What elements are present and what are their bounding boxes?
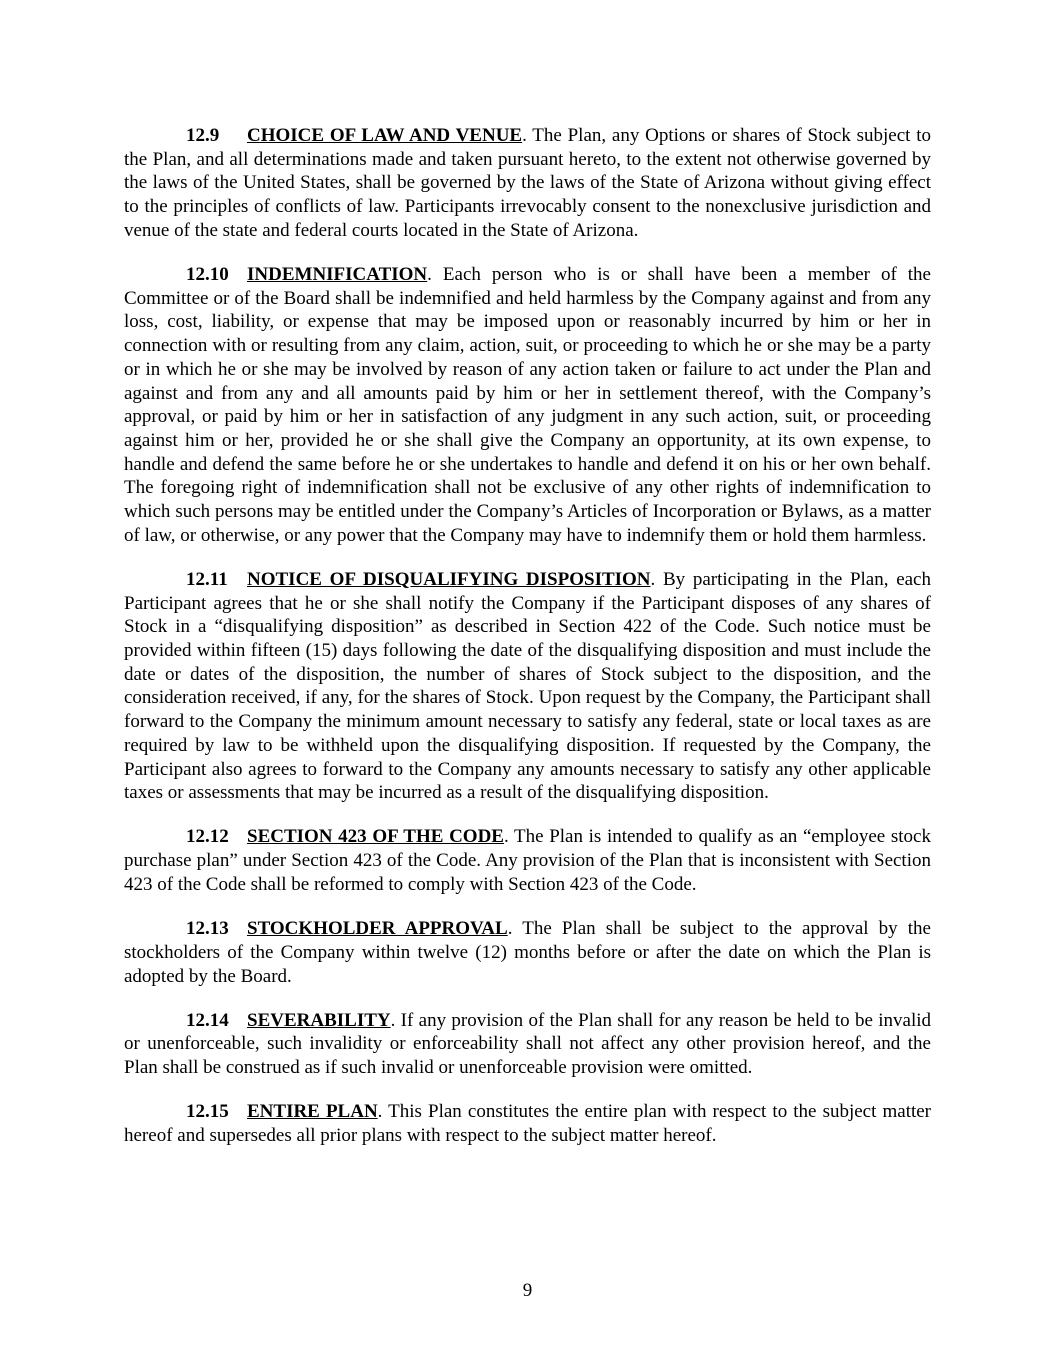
section-number: 12.11 xyxy=(186,568,228,590)
section-heading: INDEMNIFICATION xyxy=(247,264,428,286)
section-12-14 xyxy=(124,1009,931,1080)
section-12-15 xyxy=(124,1100,931,1147)
section-heading: ENTIRE PLAN xyxy=(247,1101,378,1123)
section-body: . If any provision of the Plan shall for any reason be held to be invalid or unenforceable, such invalidity or enforceability shall not affect any other provision hereof, and the Plan shall be construed as if such invalid or unenforceable provision were omitted. xyxy=(124,1009,931,1079)
section-heading: SECTION 423 OF THE CODE xyxy=(247,826,504,848)
section-body: . By participating in the Plan, each Participant agrees that he or she shall notify the Company if the Participant disposes of any shares of Stock in a “disqualifying disposition” as described in Section 422 of the Code. Such notice must be provided within fifteen (15) days following the date of the disqualifying disposition and must include the date or dates of the disposition, the number of shares of Stock subject to the disposition, and the consideration received, if any, for the shares of Stock. Upon request by the Company, the Participant shall forward to the Company the minimum amount necessary to satisfy any federal, state or local taxes as are required by law to be withheld upon the disqualifying disposition. If requested by the Company, the Participant also agrees to forward to the Company any amounts necessary to satisfy any other applicable taxes or assessments that may be incurred as a result of the disqualifying disposition. xyxy=(124,568,931,804)
document-page xyxy=(124,124,931,1168)
section-heading: SEVERABILITY xyxy=(247,1009,391,1031)
section-body: . The Plan shall be subject to the approval by the stockholders of the Company within twelve (12) months before or after the date on which the Plan is adopted by the Board. xyxy=(124,918,931,987)
section-12-9 xyxy=(124,124,931,243)
section-number: 12.12 xyxy=(186,826,229,848)
section-body: . The Plan, any Options or shares of Stock subject to the Plan, and all determinations made and taken pursuant hereto, to the extent not otherwise governed by the laws of the United States, shall be governed by the laws of the State of Arizona without giving effect to the principles of conflicts of law. Participants irrevocably consent to the nonexclusive jurisdiction and venue of the state and federal courts located in the State of Arizona. xyxy=(124,125,931,241)
section-number: 12.15 xyxy=(186,1101,229,1123)
section-body: . This Plan constitutes the entire plan with respect to the subject matter hereof and supersedes all prior plans with respect to the subject matter hereof. xyxy=(124,1101,932,1147)
section-12-11 xyxy=(124,568,931,805)
section-12-12 xyxy=(124,825,931,896)
section-number: 12.13 xyxy=(186,918,229,940)
section-body: . The Plan is intended to qualify as an “employee stock purchase plan” under Section 423 of the Code. Any provision of the Plan that is inconsistent with Section 423 of the Code shall be reformed to comply with Section 423 of the Code. xyxy=(124,826,931,895)
section-12-10 xyxy=(124,263,931,547)
section-number: 12.9 xyxy=(186,125,220,146)
page-number: 9 xyxy=(522,1280,533,1301)
section-heading: CHOICE OF LAW AND VENUE xyxy=(247,125,523,146)
section-heading: NOTICE OF DISQUALIFYING DISPOSITION xyxy=(247,568,651,590)
section-number: 12.14 xyxy=(186,1009,229,1031)
section-12-13 xyxy=(124,917,931,988)
section-number: 12.10 xyxy=(186,264,229,286)
section-body: . Each person who is or shall have been a member of the Committee or of the Board shall be indemnified and held harmless by the Company against and from any loss, cost, liability, or expense that may be imposed upon or reasonably incurred by him or her in connection with or resulting from any claim, action, suit, or proceeding to which he or she may be a party or in which he or she may be involved by reason of any action taken or failure to act under the Plan and against and from any and all amounts paid by him or her in settlement thereof, with the Company’s approval, or paid by him or her in satisfaction of any judgment in any such action, suit, or proceeding against him or her, provided he or she shall give the Company an opportunity, at its own expense, to handle and defend the same before he or she undertakes to handle and defend it on his or her own behalf. The foregoing right of indemnification shall not be exclusive of any other rights of indemnification to which such persons may be entitled under the Company’s Articles of Incorporation or Bylaws, as a matter of law, or otherwise, or any power that the Company may have to indemnify them or hold them harmless. xyxy=(124,264,931,546)
section-heading: STOCKHOLDER APPROVAL xyxy=(247,918,508,940)
